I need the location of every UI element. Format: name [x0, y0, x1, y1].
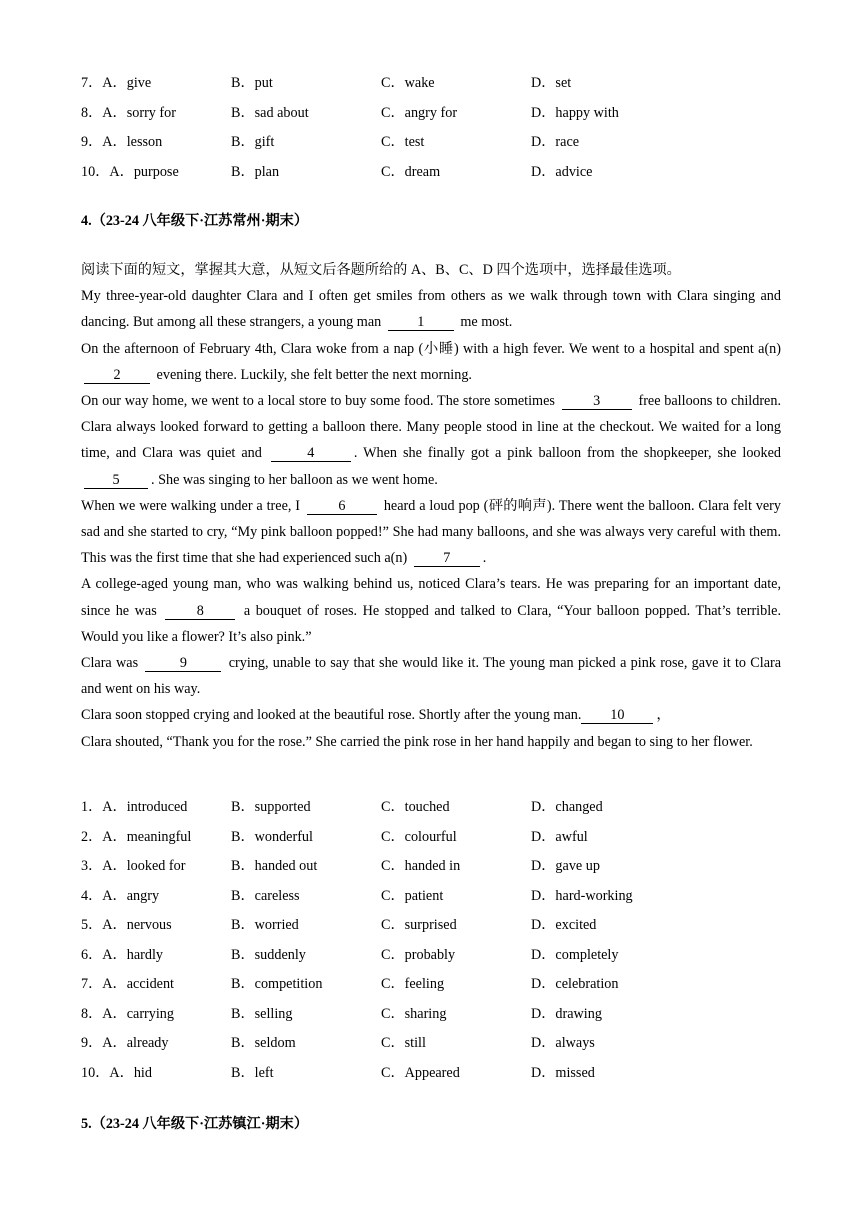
prev-question-options: [81, 73, 781, 191]
option-b: B．gift: [231, 134, 275, 150]
option-b: B．put: [231, 75, 273, 91]
option-c: C．dream: [381, 163, 441, 180]
question-4-passage: [81, 257, 781, 755]
option-c: C．still: [381, 1035, 426, 1051]
option-a: 7．A．give: [81, 75, 152, 91]
option-c: C．patient: [381, 887, 444, 904]
option-d: D．changed: [531, 799, 603, 815]
option-a: 10．A．hid: [81, 1064, 152, 1081]
option-b: B．careless: [231, 887, 300, 904]
instruction: 阅读下面的短文，掌握其大意，从短文后各题所给的 A、B、C、D 四个选项中，选择最佳选项。: [81, 262, 681, 278]
blank-3: 3: [562, 393, 632, 410]
option-row: [81, 915, 781, 945]
option-row: [81, 1004, 781, 1034]
option-d: D．completely: [531, 946, 619, 963]
option-b: B．supported: [231, 799, 311, 815]
option-row: [81, 797, 781, 827]
option-row: [81, 132, 781, 162]
option-b: B．competition: [231, 976, 323, 992]
option-row: [81, 974, 781, 1004]
blank-8: 8: [165, 603, 235, 620]
option-a: 8．A．carrying: [81, 1005, 174, 1022]
option-row: [81, 103, 781, 133]
option-c: C．feeling: [381, 976, 445, 992]
option-c: C．touched: [381, 799, 450, 815]
option-c: C．angry for: [381, 104, 458, 121]
option-b: B．handed out: [231, 858, 318, 874]
blank-4: 4: [271, 445, 351, 462]
paragraph-4: When we were walking under a tree, I 6 heard a loud pop (砰的响声). There went the balloon. Clara felt very sad and she started to cry, “My pink balloon popped!” She had many balloons, and she was always very careful with them. This was the first time that she had experienced such a(n) 7 .: [81, 497, 781, 567]
option-d: D．hard-working: [531, 887, 633, 904]
blank-7: 7: [414, 550, 480, 567]
option-row: [81, 1033, 781, 1063]
blank-10: 10: [581, 707, 653, 724]
option-b: B．suddenly: [231, 946, 306, 963]
option-c: C．handed in: [381, 858, 461, 874]
paragraph-8: Clara shouted, “Thank you for the rose.” She carried the pink rose in her hand happily and began to sing to her flower.: [81, 733, 753, 750]
option-c: C．Appeared: [381, 1064, 460, 1081]
option-b: B．plan: [231, 163, 280, 180]
blank-2: 2: [84, 367, 150, 384]
option-b: B．wonderful: [231, 828, 313, 845]
option-a: 3．A．looked for: [81, 858, 186, 874]
option-a: 9．A．already: [81, 1035, 169, 1051]
option-a: 6．A．hardly: [81, 946, 163, 963]
option-d: D．happy with: [531, 104, 619, 121]
paragraph-7: Clara soon stopped crying and looked at the beautiful rose. Shortly after the young man. 10 ，: [81, 707, 671, 724]
option-row: [81, 162, 781, 192]
blank-1: 1: [388, 314, 454, 331]
option-a: 9．A．lesson: [81, 134, 163, 150]
option-b: B．sad about: [231, 104, 309, 121]
option-b: B．seldom: [231, 1035, 296, 1051]
option-d: D．race: [531, 134, 580, 150]
paragraph-2: On the afternoon of February 4th, Clara woke from a nap (小睡) with a high fever. We went to a hospital and spent a(n) 2 evening there. Luckily, she felt better the next morning.: [81, 340, 781, 383]
option-d: D．advice: [531, 163, 593, 180]
option-c: C．colourful: [381, 828, 457, 845]
option-d: D．set: [531, 75, 572, 91]
option-row: [81, 886, 781, 916]
paragraph-5: A college-aged young man, who was walking behind us, noticed Clara’s tears. He was preparing for an important date, since he was 8 a bouquet of roses. He stopped and talked to Clara, “Your balloon popped. That’s terrible. Would you like a flower? It’s also pink.”: [81, 576, 781, 645]
option-row: [81, 827, 781, 857]
option-c: C．sharing: [381, 1005, 447, 1022]
option-d: D．celebration: [531, 976, 619, 992]
question-4-options: [81, 797, 781, 1092]
option-a: 2．A．meaningful: [81, 828, 192, 845]
option-b: B．left: [231, 1064, 274, 1081]
blank-9: 9: [145, 655, 221, 672]
option-row: [81, 856, 781, 886]
option-row: [81, 73, 781, 103]
option-d: D．missed: [531, 1064, 595, 1081]
option-d: D．awful: [531, 828, 588, 845]
option-row: [81, 945, 781, 975]
paragraph-1: My three-year-old daughter Clara and I often get smiles from others as we walk through town with Clara singing and dancing. But among all these strangers, a young man 1 me most.: [81, 288, 781, 331]
option-a: 1．A．introduced: [81, 799, 188, 815]
option-c: C．surprised: [381, 917, 457, 933]
option-c: C．test: [381, 134, 425, 150]
blank-6: 6: [307, 498, 377, 515]
question-5-heading: 5.（23-24 八年级下·江苏镇江·期末）: [81, 1116, 309, 1132]
option-d: D．drawing: [531, 1005, 602, 1022]
paragraph-6: Clara was 9 crying, unable to say that she would like it. The young man picked a pink rose, gave it to Clara and went on his way.: [81, 655, 782, 698]
question-4-heading: 4.（23-24 八年级下·江苏常州·期末）: [81, 213, 309, 229]
option-a: 4．A．angry: [81, 887, 160, 904]
option-c: C．wake: [381, 75, 435, 91]
option-a: 8．A．sorry for: [81, 104, 176, 121]
option-a: 10．A．purpose: [81, 163, 179, 180]
option-c: C．probably: [381, 946, 456, 963]
blank-5: 5: [84, 472, 148, 489]
option-a: 5．A．nervous: [81, 917, 172, 933]
option-d: D．always: [531, 1035, 595, 1051]
option-d: D．gave up: [531, 858, 600, 874]
paragraph-3: On our way home, we went to a local store to buy some food. The store sometimes 3 free balloons to children. Clara always looked forward to getting a balloon there. Many people stood in line at the checkout. We waited for a long time, and Clara was quiet and 4 . When she finally got a pink balloon from the shopkeeper, she looked 5 . She was singing to her balloon as we went home.: [81, 393, 782, 488]
option-d: D．excited: [531, 917, 597, 933]
option-b: B．worried: [231, 917, 299, 933]
option-a: 7．A．accident: [81, 976, 174, 992]
option-row: [81, 1063, 781, 1093]
option-b: B．selling: [231, 1005, 293, 1022]
